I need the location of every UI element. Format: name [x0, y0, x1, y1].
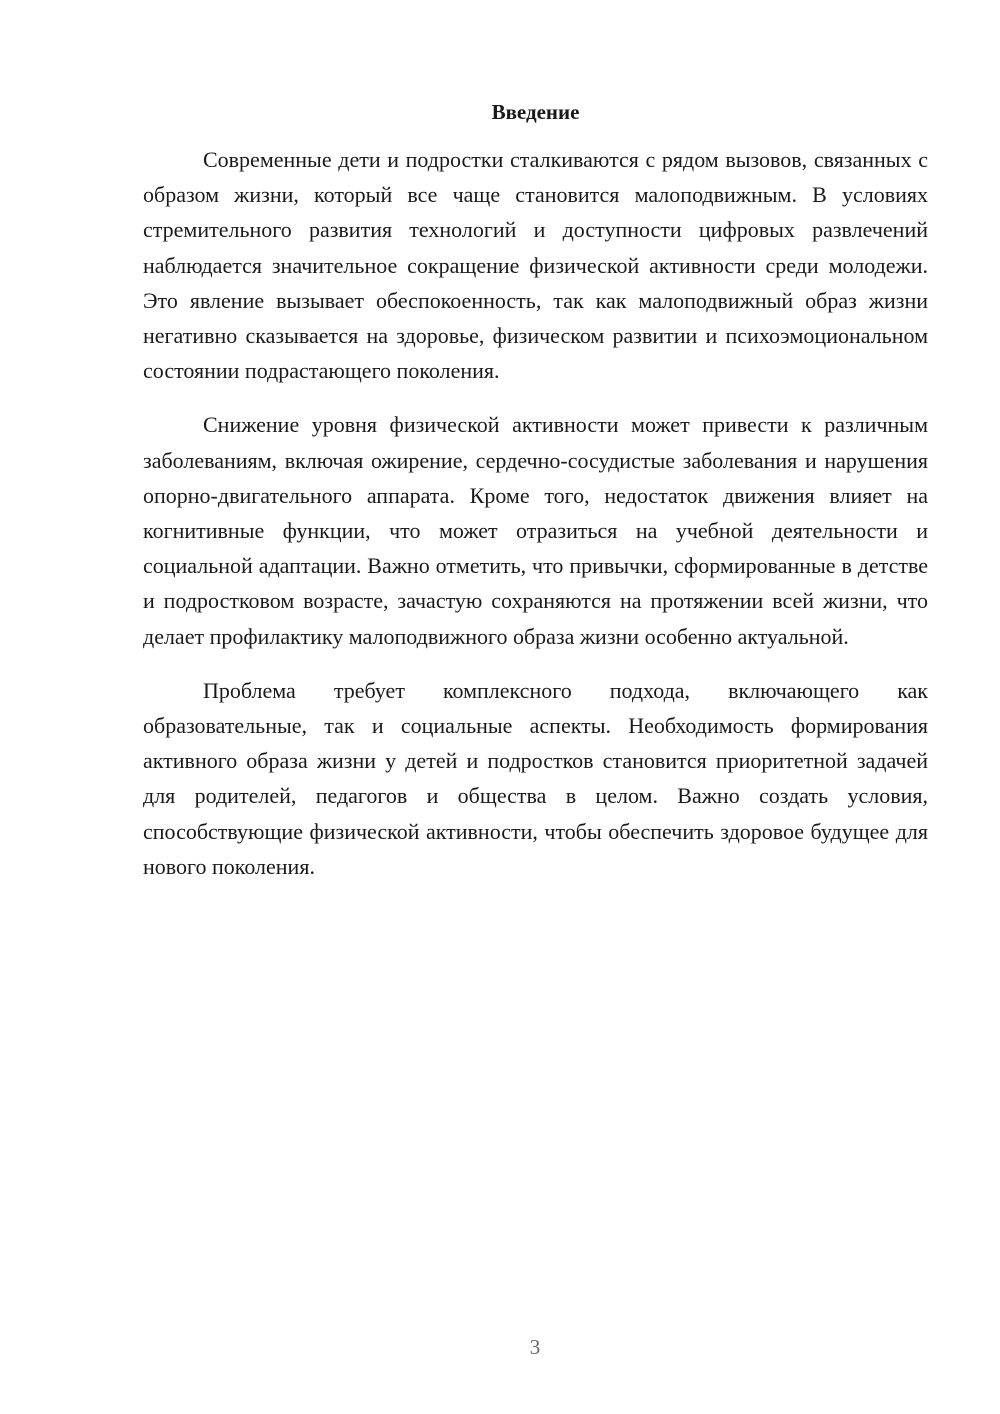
body-text — [143, 142, 928, 903]
paragraph-3: Проблема требует комплексного подхода, включающего как образовательные, так и социальные аспекты. Необходимость формирования активного образа жизни у детей и подростков становится приоритетной задачей для родителей, педагогов и общества в целом. Важно создать условия, способствующие физической активности, чтобы обеспечить здоровое будущее для нового поколения. — [143, 677, 928, 879]
section-heading: Введение — [491, 100, 580, 124]
paragraph-2: Снижение уровня физической активности может привести к различным заболеваниям, включая ожирение, сердечно-сосудистые заболевания и нарушения опорно-двигательного аппарата. Кроме того, недостаток движения влияет на когнитивные функции, что может отразиться на учебной деятельности и социальной адаптации. Важно отметить, что привычки, сформированные в детстве и подростковом возрасте, зачастую сохраняются на протяжении всей жизни, что делает профилактику малоподвижного образа жизни особенно актуальной. — [143, 412, 928, 649]
paragraph-1: Современные дети и подростки сталкиваются с рядом вызовов, связанных с образом жизни, который все чаще становится малоподвижным. В условиях стремительного развития технологий и доступности цифровых развлечений наблюдается значительное сокращение физической активности среди молодежи. Это явление вызывает обеспокоенность, так как малоподвижный образ жизни негативно сказывается на здоровье, физическом развитии и психоэмоциональном состоянии подрастающего поколения. — [143, 147, 928, 384]
page-number: 3 — [529, 1335, 541, 1359]
